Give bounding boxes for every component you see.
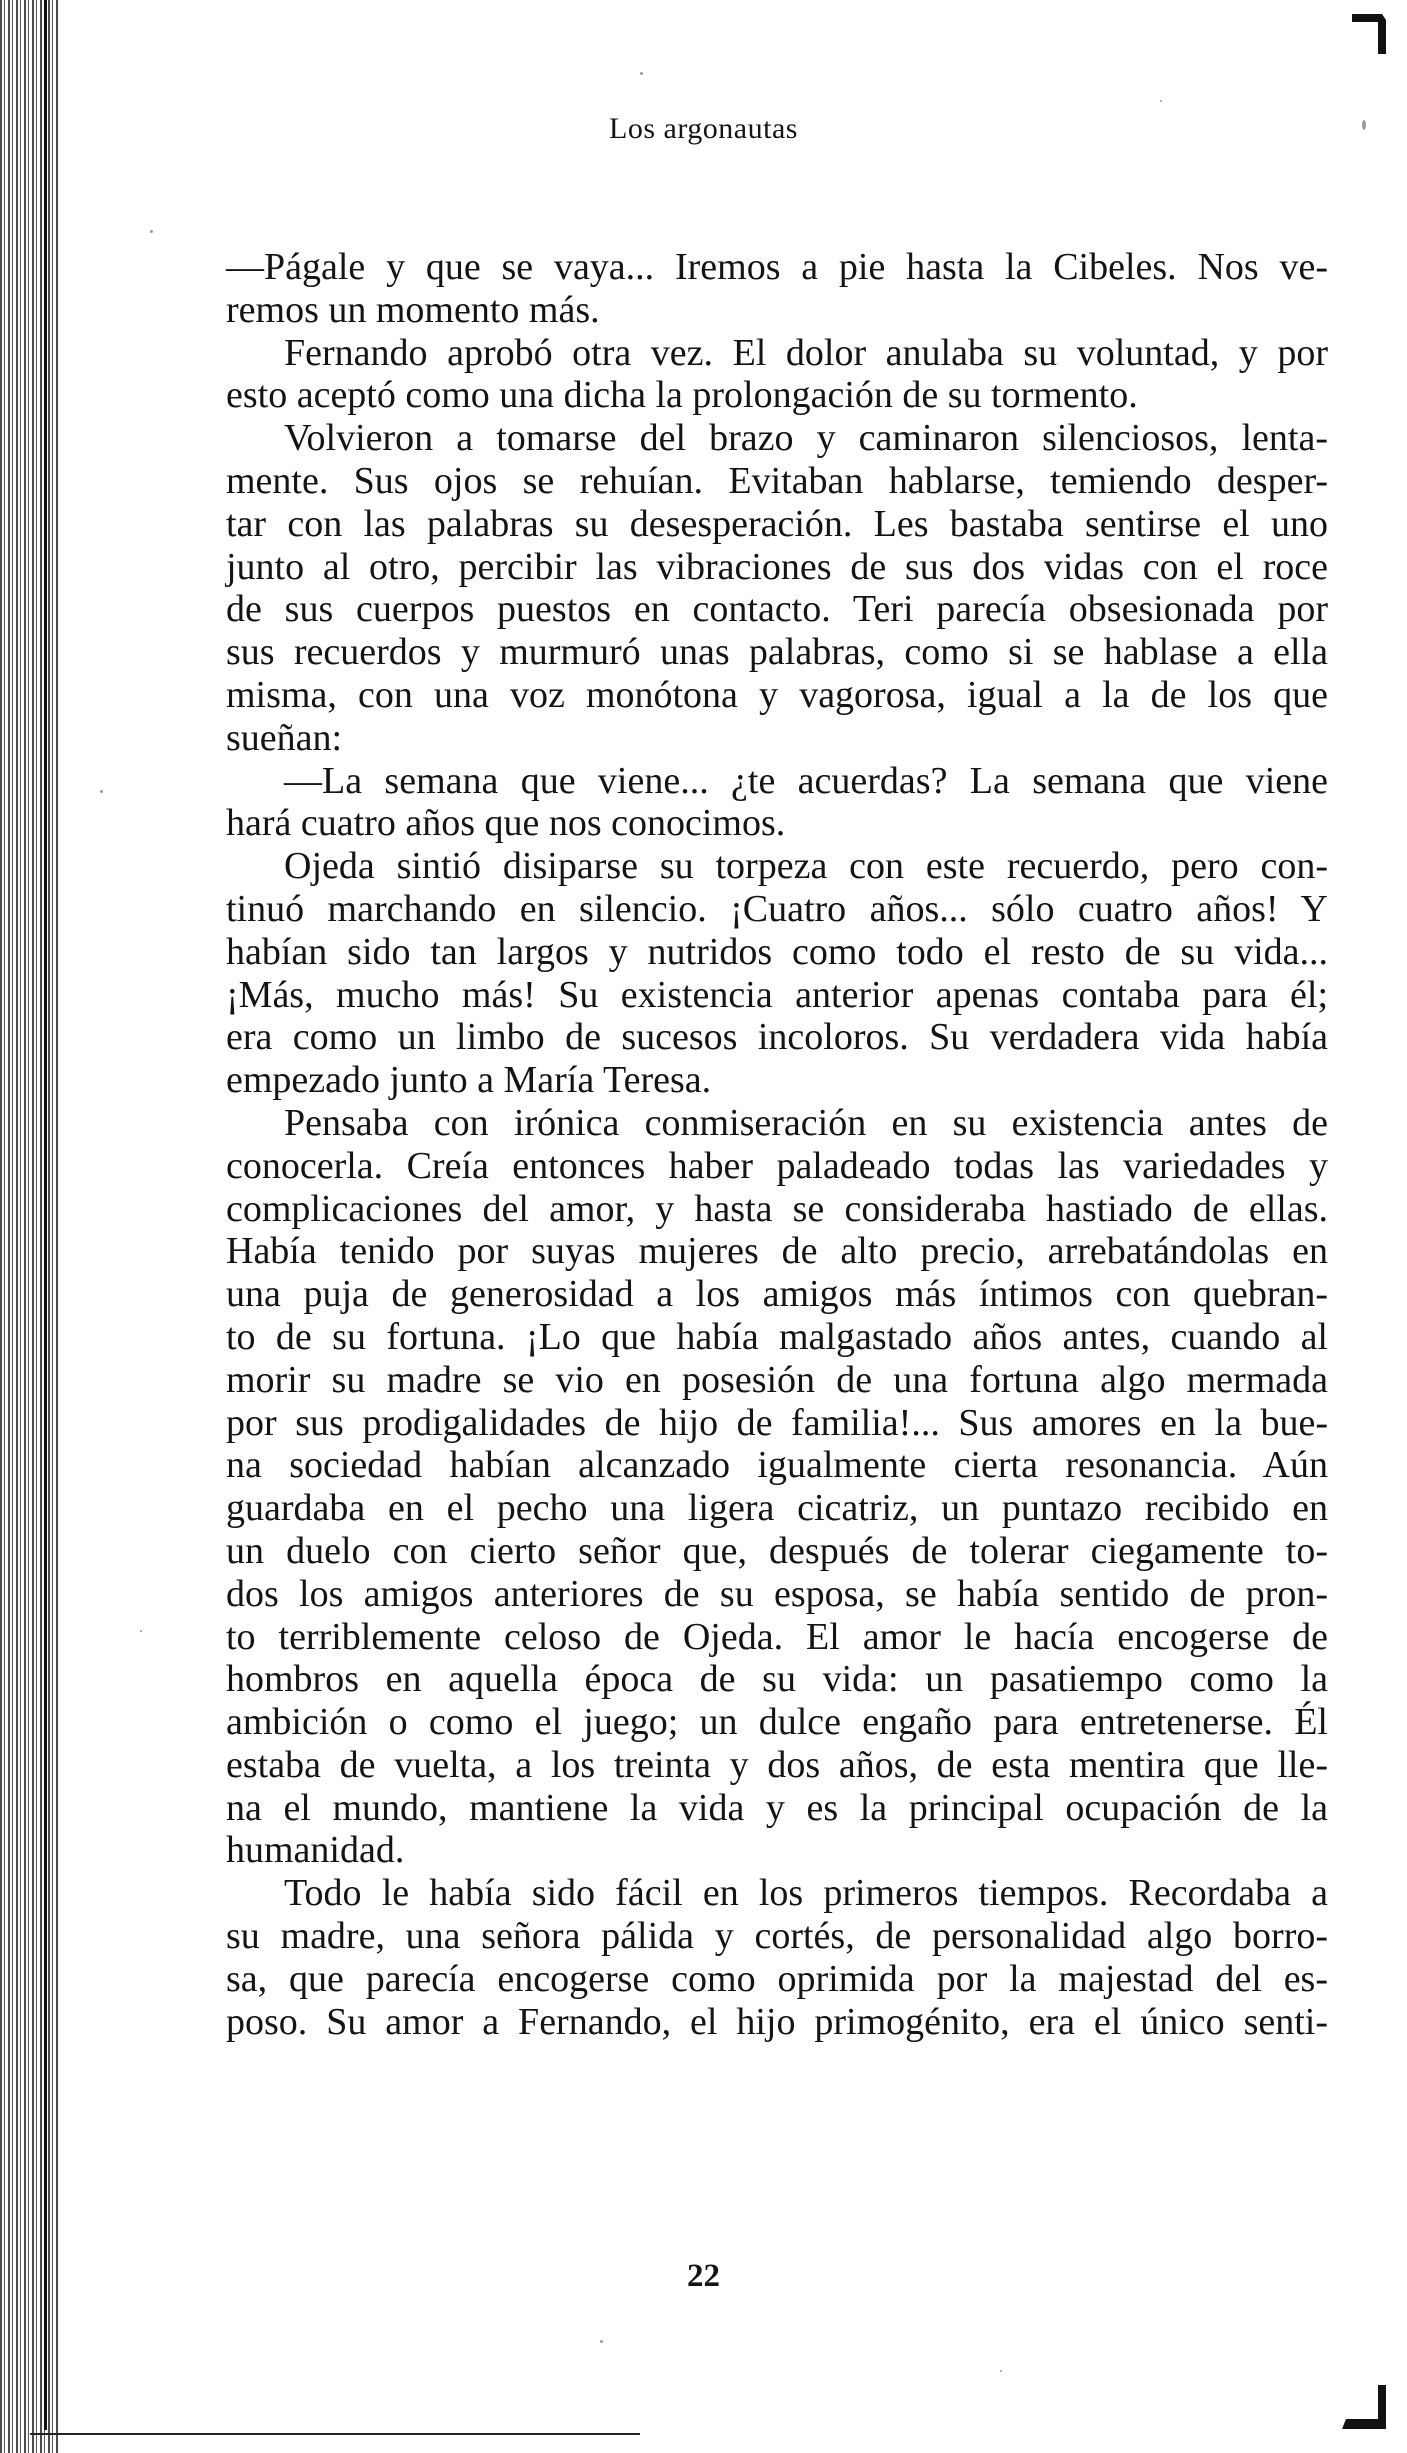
- text-line: to de su fortuna. ¡Lo que había malgastado años antes, cuando al: [226, 1315, 1328, 1358]
- text-line: hombros en aquella época de su vida: un pasatiempo como la: [226, 1658, 1328, 1701]
- text-line: ¡Más, mucho más! Su existencia anterior apenas contaba para él;: [226, 973, 1328, 1016]
- scan-speck: [140, 1630, 142, 1632]
- text-line: Ojeda sintió disiparse su torpeza con este recuerdo, pero con-: [284, 845, 1328, 888]
- scan-speck: [600, 2340, 603, 2343]
- scan-bottom-edge: [30, 2433, 640, 2435]
- text-line: empezado junto a María Teresa.: [226, 1059, 712, 1102]
- text-line: remos un momento más.: [226, 288, 600, 331]
- text-line: sueñan:: [226, 716, 343, 759]
- crop-mark-top-right: [1352, 12, 1388, 54]
- text-line: era como un limbo de sucesos incoloros. Su verdadera vida había: [226, 1016, 1328, 1059]
- text-line: Había tenido por suyas mujeres de alto precio, arrebatándolas en: [226, 1230, 1328, 1273]
- text-line: junto al otro, percibir las vibraciones de sus dos vidas con el roce: [226, 545, 1328, 588]
- text-line: —La semana que viene... ¿te acuerdas? La semana que viene: [284, 759, 1328, 802]
- text-line: to terriblemente celoso de Ojeda. El amor le hacía encogerse de: [226, 1615, 1328, 1658]
- text-line: su madre, una señora pálida y cortés, de personalidad algo borro-: [226, 1915, 1328, 1958]
- text-line: mente. Sus ojos se rehuían. Evitaban hablarse, temiendo desper-: [226, 459, 1328, 502]
- page-number: 22: [687, 2258, 720, 2294]
- text-line: tar con las palabras su desesperación. Les bastaba sentirse el uno: [226, 502, 1328, 545]
- body-text: [226, 246, 1328, 2043]
- crop-mark-bottom-right: [1340, 2385, 1386, 2431]
- text-line: por sus prodigalidades de hijo de familia!... Sus amores en la bue-: [226, 1401, 1328, 1444]
- text-line: morir su madre se vio en posesión de una fortuna algo mermada: [226, 1358, 1328, 1401]
- text-line: Volvieron a tomarse del brazo y caminaron silenciosos, lenta-: [284, 417, 1328, 460]
- running-header: [0, 112, 1407, 146]
- scan-binding-edge: [0, 0, 58, 2453]
- scan-binding-line: [44, 0, 47, 2430]
- text-line: guardaba en el pecho una ligera cicatriz, un puntazo recibido en: [226, 1487, 1328, 1530]
- text-line: sa, que parecía encogerse como oprimida por la majestad del es-: [226, 1957, 1328, 2000]
- text-line: na el mundo, mantiene la vida y es la principal ocupación de la: [226, 1786, 1328, 1829]
- scan-speck: [100, 790, 103, 793]
- text-line: poso. Su amor a Fernando, el hijo primogénito, era el único senti-: [226, 2000, 1328, 2043]
- text-line: conocerla. Creía entonces haber paladeado todas las variedades y: [226, 1144, 1328, 1187]
- text-line: misma, con una voz monótona y vagorosa, igual a la de los que: [226, 673, 1328, 716]
- running-header-title: Los argonautas: [609, 112, 798, 145]
- text-line: esto aceptó como una dicha la prolongación de su tormento.: [226, 374, 1138, 417]
- scan-speck: [1160, 100, 1162, 102]
- text-line: na sociedad habían alcanzado igualmente cierta resonancia. Aún: [226, 1444, 1328, 1487]
- text-line: habían sido tan largos y nutridos como todo el resto de su vida...: [226, 930, 1328, 973]
- scan-speck: [640, 72, 643, 75]
- text-line: Fernando aprobó otra vez. El dolor anulaba su voluntad, y por: [284, 331, 1328, 374]
- scan-speck: [1000, 2370, 1002, 2372]
- text-line: dos los amigos anteriores de su esposa, se había sentido de pron-: [226, 1572, 1328, 1615]
- text-line: humanidad.: [226, 1829, 405, 1872]
- text-line: una puja de generosidad a los amigos más íntimos con quebran-: [226, 1273, 1328, 1316]
- text-line: hará cuatro años que nos conocimos.: [226, 802, 786, 845]
- text-line: Pensaba con irónica conmiseración en su existencia antes de: [284, 1101, 1328, 1144]
- text-line: estaba de vuelta, a los treinta y dos años, de esta mentira que lle-: [226, 1743, 1328, 1786]
- text-line: Todo le había sido fácil en los primeros tiempos. Recordaba a: [284, 1872, 1328, 1915]
- text-line: un duelo con cierto señor que, después de tolerar ciegamente to-: [226, 1529, 1328, 1572]
- text-line: tinuó marchando en silencio. ¡Cuatro años... sólo cuatro años! Y: [226, 887, 1328, 930]
- text-line: de sus cuerpos puestos en contacto. Teri parecía obsesionada por: [226, 588, 1328, 631]
- text-line: —Págale y que se vaya... Iremos a pie hasta la Cibeles. Nos ve-: [226, 246, 1328, 288]
- text-line: ambición o como el juego; un dulce engaño para entretenerse. Él: [226, 1701, 1328, 1744]
- scan-speck: [150, 230, 153, 233]
- text-line: sus recuerdos y murmuró unas palabras, como si se hablase a ella: [226, 631, 1328, 674]
- text-line: complicaciones del amor, y hasta se consideraba hastiado de ellas.: [226, 1187, 1328, 1230]
